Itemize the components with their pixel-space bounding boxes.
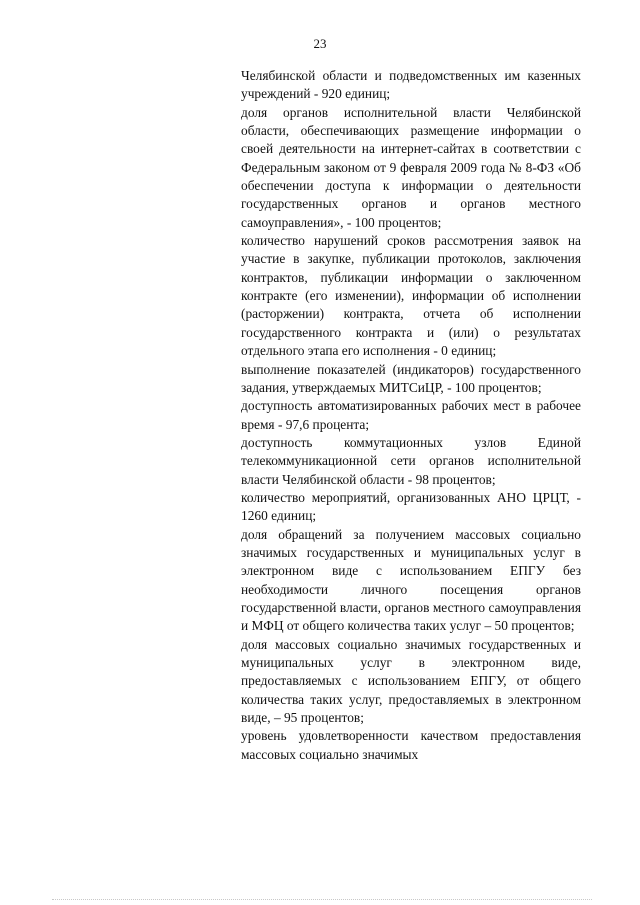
paragraph-8: доля обращений за получением массовых социально значимых государственных и муниципальных услуг в электронном виде с использованием ЕПГУ без необходимости личного посещения органов государственной власти, органов местного самоуправления и МФЦ от общего количества таких услуг – 50 процентов; bbox=[241, 526, 581, 634]
paragraph-1: Челябинской области и подведомственных им казенных учреждений - 920 единиц; bbox=[241, 68, 581, 102]
page-bottom-edge bbox=[52, 899, 592, 900]
paragraph-2: доля органов исполнительной власти Челябинской области, обеспечивающих размещение информации о своей деятельности на интернет-сайтах в соответствии с Федеральным законом от 9 февраля 2009 года № 8-ФЗ «Об обеспечении доступа к информации о деятельности государственных органов и органов местного самоуправления», - 100 процентов; bbox=[241, 104, 581, 230]
paragraph-3: количество нарушений сроков рассмотрения заявок на участие в закупке, публикации протоколов, заключения контрактов, публикации информации о заключенном контракте (его изменении), информации об исполнении (расторжении) контракта, отчета об исполнении государственного контракта и (или) о результатах отдельного этапа его исполнения - 0 единиц; bbox=[241, 233, 581, 359]
paragraph-6: доступность коммутационных узлов Единой телекоммуникационной сети органов исполнительной власти Челябинской области - 98 процентов; bbox=[241, 434, 581, 487]
paragraph-7: количество мероприятий, организованных АНО ЦРЦТ, - 1260 единиц; bbox=[241, 489, 581, 524]
paragraph-9: доля массовых социально значимых государственных и муниципальных услуг в электронном виде, предоставляемых с использованием ЕПГУ, от общего количества таких услуг, предоставляемых в электронном виде, – 95 процентов; bbox=[241, 636, 581, 726]
paragraph-5: доступность автоматизированных рабочих мест в рабочее время - 97,6 процента; bbox=[241, 398, 581, 432]
page-number: 23 bbox=[313, 36, 327, 51]
paragraph-10: уровень удовлетворенности качеством предоставления массовых социально значимых bbox=[241, 728, 581, 762]
document-body bbox=[241, 67, 581, 764]
paragraph-4: выполнение показателей (индикаторов) государственного задания, утверждаемых МИТСиЦР, - 100 процентов; bbox=[241, 361, 581, 395]
